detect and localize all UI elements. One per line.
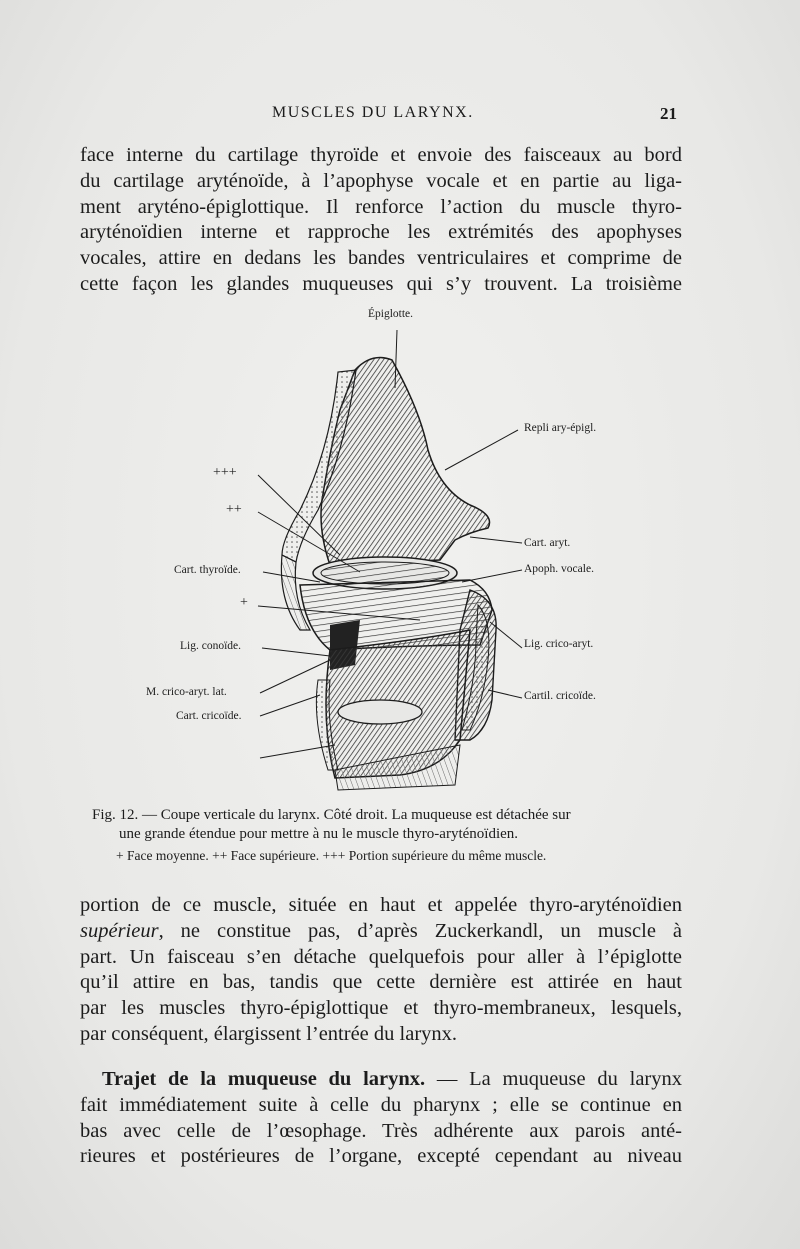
label-cart-thyroide: Cart. thyroïde. [174, 564, 241, 576]
label-repli-ary-epigl: Repli ary-épigl. [524, 422, 597, 434]
text-line: part. Un faisceau s’en détache quelquefois pour aller à l’épiglotte [80, 945, 682, 968]
figure-caption [92, 806, 702, 844]
text-line: portion de ce muscle, située en haut et appelée thyro-aryténoïdien [80, 894, 682, 916]
text-run: — La muqueuse du larynx [425, 1068, 682, 1090]
caption-line: une grande étendue pour mettre à nu le muscle thyro-aryténoïdien. [119, 826, 519, 842]
label-m-crico-aryt-lat: M. crico-aryt. lat. [146, 686, 227, 698]
larynx-engraving [0, 300, 800, 800]
text-line: rieures et postérieures de l’organe, excepté cependant au niveau [80, 1145, 682, 1168]
label-epiglotte: Épiglotte. [368, 308, 414, 320]
paragraph-3 [80, 1067, 682, 1170]
label-cart-aryt: Cart. aryt. [524, 537, 571, 549]
text-run: , ne constitue pas, d’après Zuckerkandl, un muscle à [158, 919, 682, 942]
text-line: vocales, attire en dedans les bandes ventriculaires et comprime de [80, 247, 682, 270]
label-plus1: + [240, 595, 248, 610]
label-plus3: +++ [213, 465, 237, 480]
text-line: cette façon les glandes muqueuses qui s’y trouvent. La troisième [80, 272, 682, 295]
italic-term: supérieur [80, 919, 159, 942]
caption-line: Fig. 12. — Coupe verticale du larynx. Côté droit. La muqueuse est détachée sur [92, 807, 571, 823]
text-line [80, 919, 682, 945]
figure-legend: + Face moyenne. ++ Face supérieure. +++ Portion supérieure du même muscle. [116, 848, 547, 863]
paragraph-2 [80, 893, 682, 1048]
text-line: ment aryténo-épiglottique. Il renforce l’action du muscle thyro- [80, 195, 682, 218]
text-line: aryténoïdien interne et rapproche les extrémités des apophyses [80, 221, 682, 244]
text-line [80, 1067, 682, 1093]
label-cart-cricoide: Cart. cricoïde. [176, 710, 242, 722]
text-line: qu’il attire en bas, tandis que cette dernière est attirée en haut [80, 971, 682, 994]
text-line: bas avec celle de l’œsophage. Très adhérente aux parois anté- [80, 1119, 682, 1142]
label-apoph-vocale: Apoph. vocale. [524, 563, 594, 575]
cricoid-ring-shape [338, 700, 422, 724]
page-number: 21 [660, 104, 677, 123]
paragraph-1 [80, 143, 682, 298]
text-line: par les muscles thyro-épiglottique et thyro-membraneux, lesquels, [80, 997, 682, 1020]
larynx-figure [0, 300, 800, 800]
running-head [0, 104, 800, 130]
text-line: du cartilage aryténoïde, à l’apophyse vocale et en partie au liga- [80, 169, 682, 192]
label-lig-conoide: Lig. conoïde. [180, 640, 241, 652]
label-plus2: ++ [226, 502, 242, 517]
running-head-title: MUSCLES DU LARYNX. [272, 104, 474, 121]
label-cartil-cricoide: Cartil. cricoïde. [524, 690, 596, 702]
text-line: par conséquent, élargissent l’entrée du larynx. [80, 1022, 458, 1045]
text-line: face interne du cartilage thyroïde et envoie des faisceaux au bord [80, 144, 682, 166]
label-lig-crico-aryt: Lig. crico-aryt. [524, 638, 594, 650]
section-heading: Trajet de la muqueuse du larynx. [102, 1068, 426, 1090]
text-line: fait immédiatement suite à celle du pharynx ; elle se continue en [80, 1093, 682, 1116]
